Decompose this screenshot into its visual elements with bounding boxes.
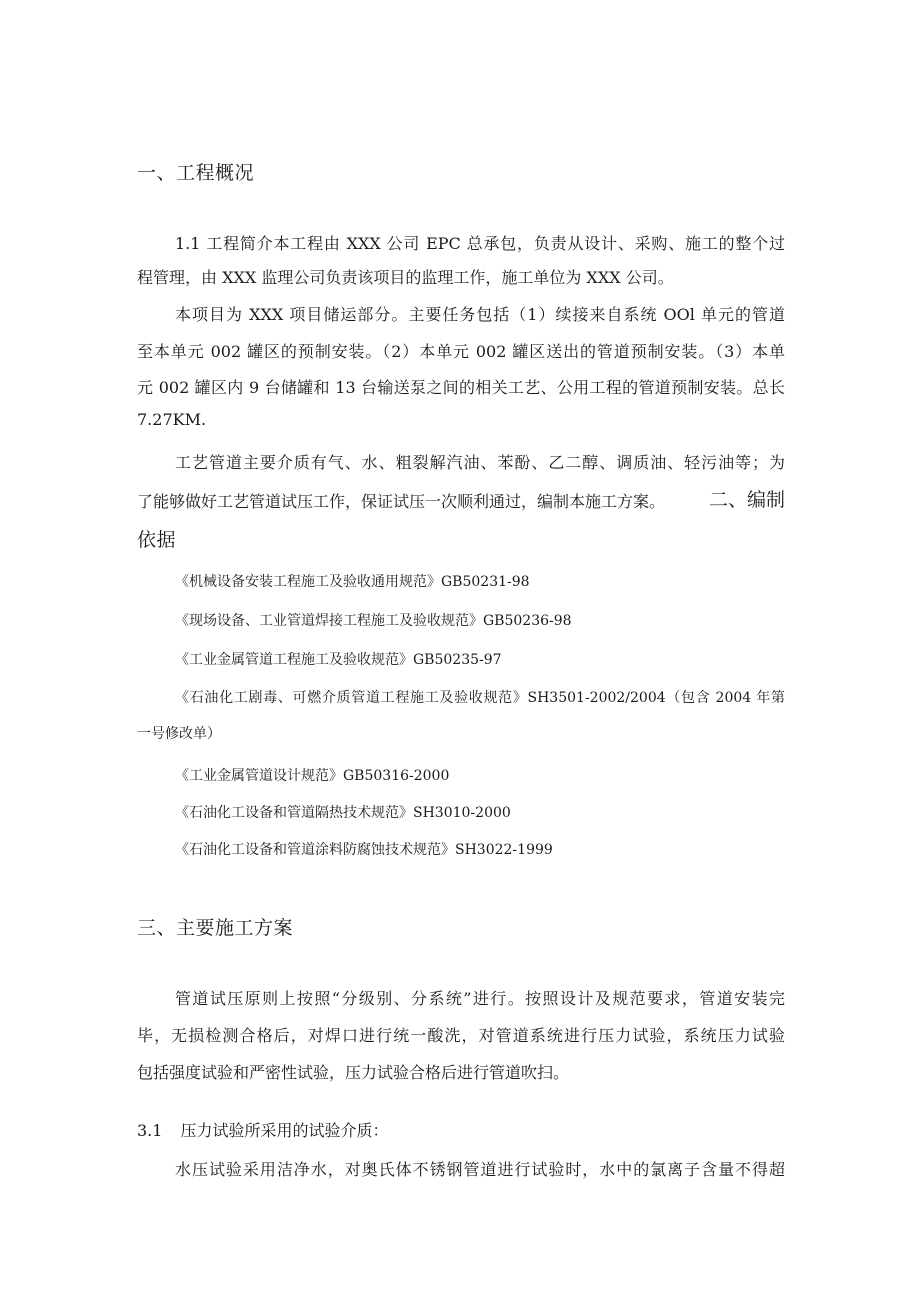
reference-item: 《工业金属管道设计规范》GB50316-2000 [175,768,450,784]
subsection-3-1-number: 3.1 [137,1121,163,1140]
reference-item: 《现场设备、工业管道焊接工程施工及验收规范》GB50236-98 [175,613,572,629]
subsection-3-1-title: 压力试验所采用的试验介质： [180,1121,389,1140]
section-3-para-1-line-3: 包括强度试验和严密性试验，压力试验合格后进行管道吹扫。 [137,1063,570,1082]
section-1-para-2-line-2: 至本单元 002 罐区的预制安装。（2）本单元 002 罐区送出的管道预制安装。（3）本单 [137,342,785,361]
reference-item-continuation: 一号修改单） [137,726,221,742]
section-1-para-2-line-3: 元 002 罐区内 9 台储罐和 13 台输送泵之间的相关工艺、公用工程的管道预制安装。总长 [137,378,785,397]
section-3-para-2-line-1: 水压试验采用洁净水，对奥氏体不锈钢管道进行试验时，水中的氯离子含量不得超 [175,1160,785,1179]
reference-item: 《机械设备安装工程施工及验收通用规范》GB50231-98 [175,574,530,590]
section-2-heading-part-1: 二、编制 [708,489,785,511]
section-1-para-1-line-1: 1.1 工程简介本工程由 XXX 公司 EPC 总承包，负责从设计、采购、施工的整个过 [175,234,785,253]
section-1-para-1-line-2: 程管理，由 XXX 监理公司负责该项目的监理工作，施工单位为 XXX 公司。 [137,268,674,287]
section-1-heading: 一、工程概况 [137,162,255,184]
section-1-para-2-line-4: 7.27KM. [137,410,207,429]
section-3-para-1-line-1: 管道试压原则上按照“分级别、分系统”进行。按照设计及规范要求，管道安装完 [175,989,785,1008]
reference-item: 《石油化工设备和管道隔热技术规范》SH3010-2000 [175,805,511,821]
section-1-para-3-line-2-text: 了能够做好工艺管道试压工作，保证试压一次顺利通过，编制本施工方案。 [137,492,666,511]
reference-item: 《石油化工设备和管道涂料防腐蚀技术规范》SH3022-1999 [175,842,553,858]
section-1-para-3-line-2 [137,489,785,512]
subsection-3-1-heading [137,1118,388,1141]
section-1-para-2-line-1: 本项目为 XXX 项目储运部分。主要任务包括（1）续接来自系统 OOl 单元的管道 [175,305,785,324]
section-1-para-3-line-1: 工艺管道主要介质有气、水、粗裂解汽油、苯酚、乙二醇、调质油、轻污油等；为 [175,453,785,472]
reference-item: 《工业金属管道工程施工及验收规范》GB50235-97 [175,652,502,668]
section-3-para-1-line-2: 毕，无损检测合格后，对焊口进行统一酸洗，对管道系统进行压力试验，系统压力试验 [137,1026,785,1045]
reference-item: 《石油化工剧毒、可燃介质管道工程施工及验收规范》SH3501-2002/2004（包含 2004 年第 [175,690,785,706]
section-2-heading-part-2: 依据 [137,529,177,551]
section-3-heading: 三、主要施工方案 [137,917,294,939]
